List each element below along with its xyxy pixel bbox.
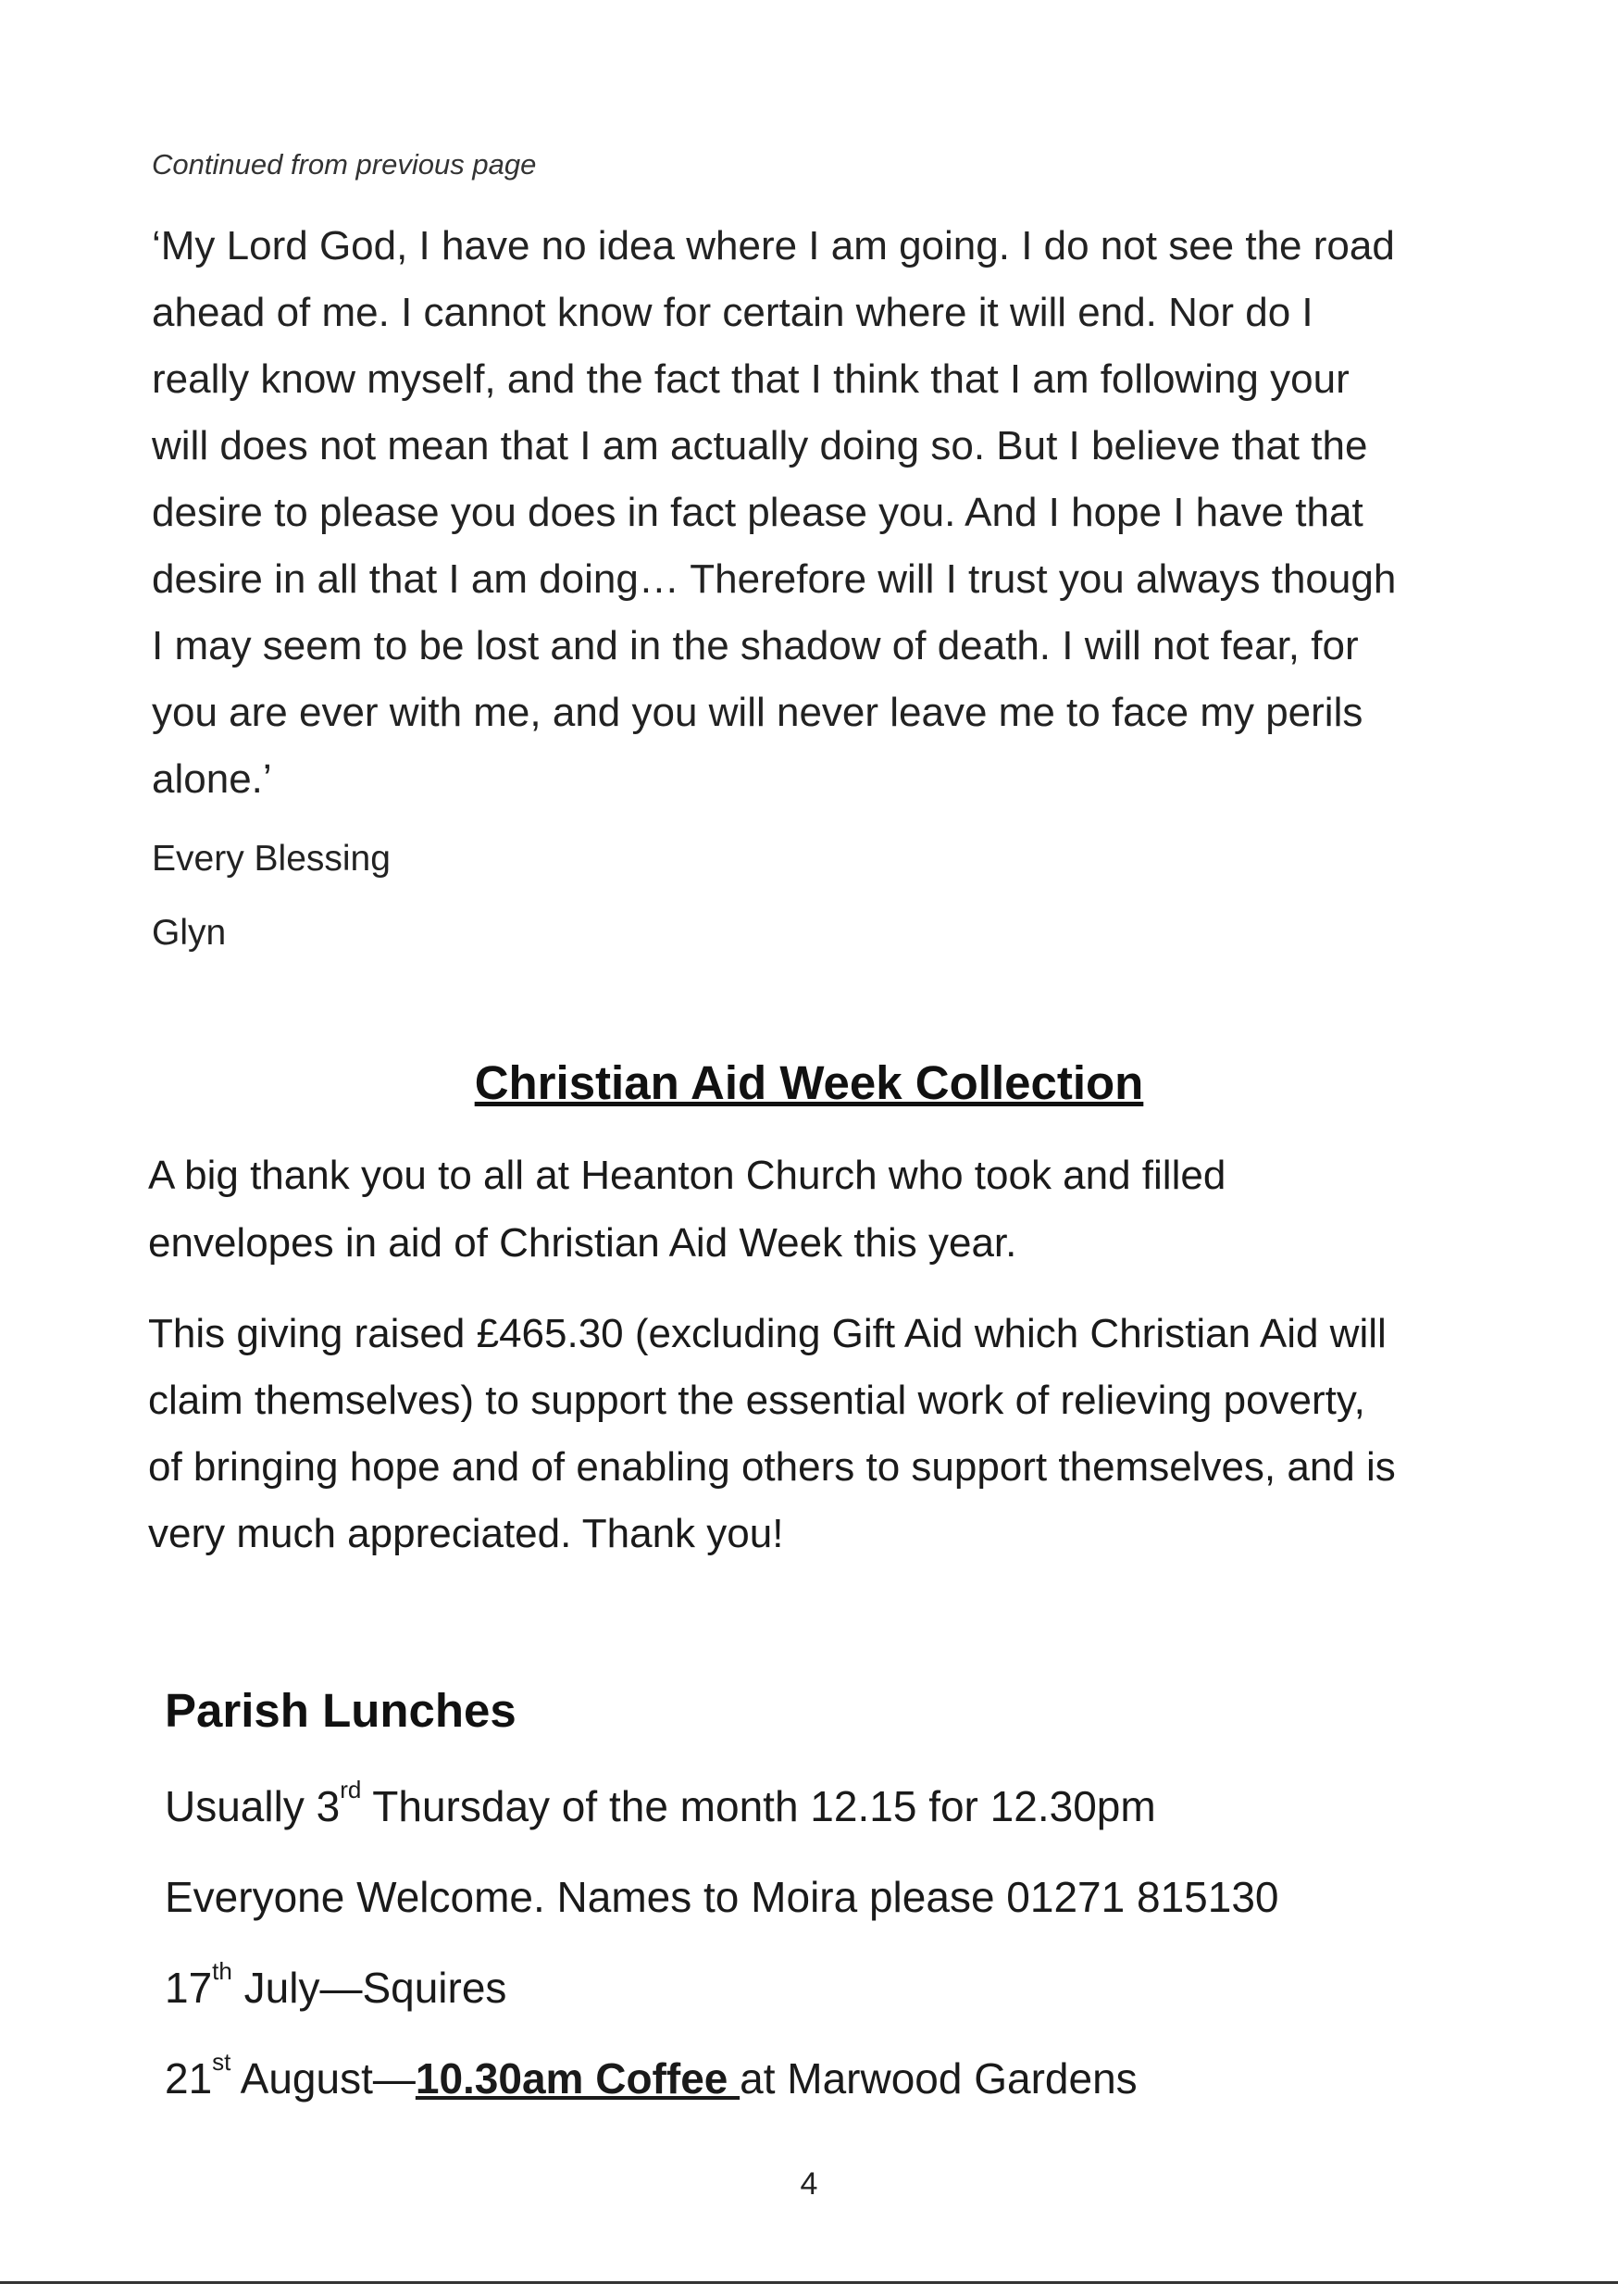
ordinal-suffix: th <box>212 1957 232 1985</box>
lunch-date-day: 21 <box>165 2054 213 2103</box>
quote-line: desire to please you does in fact please you. And I hope I have that <box>152 490 1363 535</box>
christian-aid-heading: Christian Aid Week Collection <box>474 1056 1144 1109</box>
continued-note: Continued from previous page <box>152 148 537 181</box>
quote-line: really know myself, and the fact that I think that I am following your <box>152 356 1350 402</box>
christian-aid-text-line: very much appreciated. Thank you! <box>148 1511 784 1556</box>
quote-line: desire in all that I am doing… Therefore will I trust you always though <box>152 556 1397 602</box>
christian-aid-text-line: claim themselves) to support the essential work of relieving poverty, <box>148 1378 1365 1423</box>
parish-lunches-heading: Parish Lunches <box>165 1684 517 1737</box>
lunch-date-detail: July—Squires <box>231 1964 507 2012</box>
quote-line: will does not mean that I am actually doing so. But I believe that the <box>152 423 1368 468</box>
signature: Glyn <box>152 913 227 953</box>
lunch-schedule-suffix: Thursday of the month 12.15 for 12.30pm <box>361 1782 1156 1830</box>
lunch-date-line <box>165 2048 1138 2103</box>
lunch-date-day: 17 <box>165 1964 213 2012</box>
signoff: Every Blessing <box>152 839 391 879</box>
quote-line: ahead of me. I cannot know for certain where it will end. Nor do I <box>152 290 1313 335</box>
lunch-schedule-prefix: Usually 3 <box>165 1782 341 1830</box>
lunch-date-location: at Marwood Gardens <box>740 2054 1138 2103</box>
coffee-time-highlight: 10.30am Coffee <box>415 2054 741 2103</box>
christian-aid-text-line: envelopes in aid of Christian Aid Week this year. <box>148 1220 1017 1266</box>
quote-line: you are ever with me, and you will never leave me to face my perils <box>152 690 1363 735</box>
christian-aid-text-line: of bringing hope and of enabling others to support themselves, and is <box>148 1444 1396 1490</box>
lunch-schedule-line <box>165 1776 1156 1831</box>
quote-line: I may seem to be lost and in the shadow of death. I will not fear, for <box>152 623 1359 668</box>
quote-line: alone.’ <box>152 756 272 802</box>
lunch-date-month: August— <box>230 2054 416 2103</box>
page-number: 4 <box>800 2166 818 2202</box>
ordinal-suffix: st <box>212 2048 231 2076</box>
ordinal-suffix: rd <box>340 1776 362 1803</box>
quote-line: ‘My Lord God, I have no idea where I am going. I do not see the road <box>152 223 1395 268</box>
lunch-contact-line: Everyone Welcome. Names to Moira please 01271 815130 <box>165 1873 1279 1921</box>
christian-aid-text-line: This giving raised £465.30 (excluding Gift Aid which Christian Aid will <box>148 1311 1387 1356</box>
christian-aid-text-line: A big thank you to all at Heanton Church who took and filled <box>148 1153 1226 1198</box>
lunch-date-line <box>165 1957 507 2013</box>
bottom-rule <box>0 2281 1618 2284</box>
